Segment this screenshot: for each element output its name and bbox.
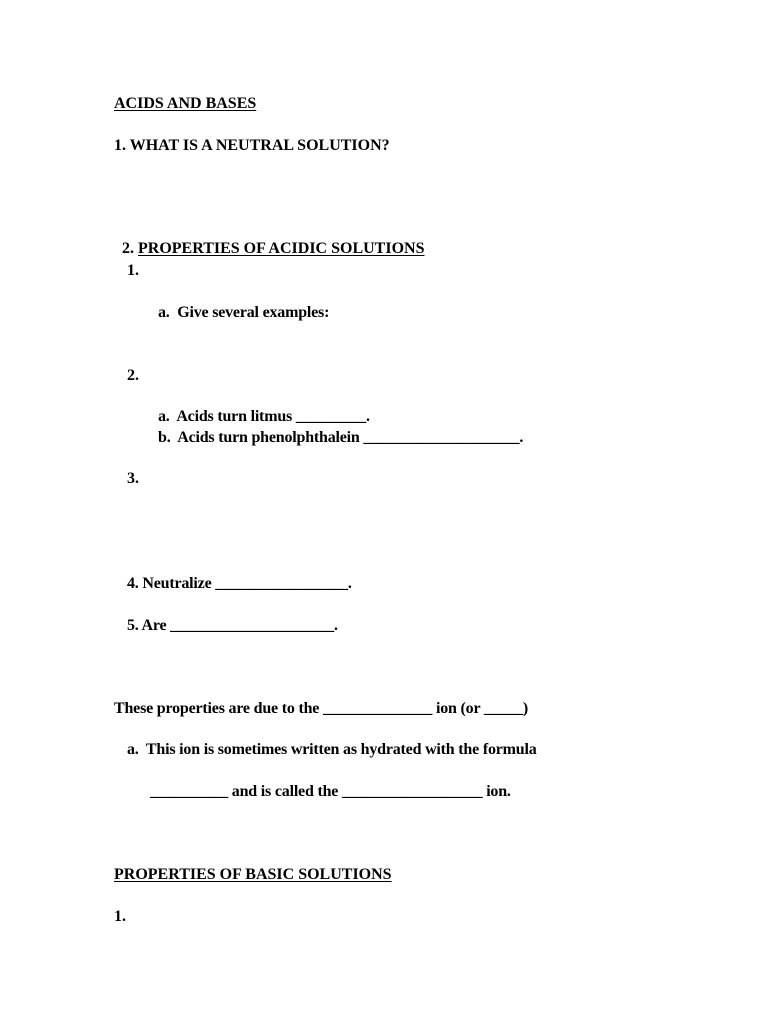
basic-solutions-heading: PROPERTIES OF BASIC SOLUTIONS	[114, 866, 392, 883]
acid-item-2: 2.	[127, 367, 139, 384]
section-2-heading: PROPERTIES OF ACIDIC SOLUTIONS	[138, 240, 425, 257]
hydrated-ion-line-b: __________ and is called the __________________ ion.	[150, 783, 511, 800]
acid-item-2a: a. Acids turn litmus _________.	[158, 408, 370, 425]
properties-due-to: These properties are due to the ______________ ion (or _____)	[114, 700, 528, 717]
hydrated-ion-line-a: a. This ion is sometimes written as hydrated with the formula	[127, 741, 537, 758]
acid-item-5: 5. Are _____________________.	[127, 617, 338, 634]
acid-item-1a: a. Give several examples:	[158, 304, 330, 321]
section-2-heading-row	[114, 219, 424, 259]
acid-item-2b: b. Acids turn phenolphthalein ____________________.	[158, 429, 524, 446]
acid-item-4: 4. Neutralize _________________.	[127, 575, 352, 592]
acid-item-3: 3.	[127, 470, 139, 487]
section-2-number: 2.	[122, 240, 138, 257]
basic-item-1: 1.	[114, 908, 126, 925]
document-title: ACIDS AND BASES	[114, 95, 257, 112]
acid-item-1: 1.	[127, 262, 139, 279]
question-1: 1. WHAT IS A NEUTRAL SOLUTION?	[114, 137, 390, 154]
